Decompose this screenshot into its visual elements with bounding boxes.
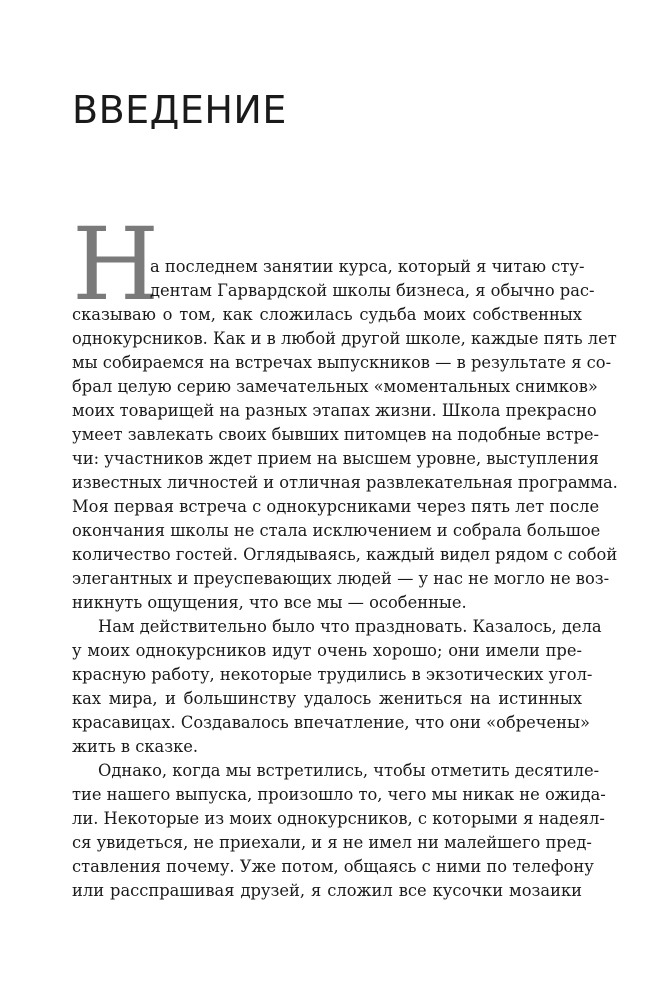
text-line: а последнем занятии курса, который я читаю сту- [150, 257, 585, 276]
text-line: Однако, когда мы встретились, чтобы отметить десятиле- [98, 761, 600, 780]
text-line: у моих однокурсников идут очень хорошо; они имели пре- [72, 641, 582, 660]
text-line: мы собираемся на встречах выпускников — в результате я со- [72, 353, 612, 372]
text-line: красную работу, некоторые трудились в экзотических угол- [72, 665, 593, 684]
text-line: известных личностей и отличная развлекательная программа. [72, 473, 618, 492]
text-line: ся увидеться, не приехали, и я не имел ни малейшего пред- [72, 833, 592, 852]
text-line: количество гостей. Оглядываясь, каждый видел рядом с собой [72, 545, 618, 564]
text-line: никнуть ощущения, что все мы — особенные. [72, 593, 467, 612]
text-line: сказываю о том, как сложилась судьба моих собственных [72, 305, 582, 324]
text-line: брал целую серию замечательных «моментальных снимков» [72, 377, 598, 396]
text-line: умеет завлекать своих бывших питомцев на подобные встре- [72, 425, 600, 444]
text-line: жить в сказке. [72, 737, 199, 756]
text-line: тие нашего выпуска, произошло то, чего мы никак не ожида- [72, 785, 606, 804]
text-line: окончания школы не стала исключением и собрала большое [72, 521, 601, 540]
text-line: чи: участников ждет прием на высшем уровне, выступления [72, 449, 599, 468]
body-text [72, 255, 618, 903]
text-line: ках мира, и большинству удалось жениться на истинных [72, 689, 582, 708]
text-line: ставления почему. Уже потом, общаясь с ними по телефону [72, 857, 594, 876]
text-line: Моя первая встреча с однокурсниками через пять лет после [72, 497, 600, 516]
text-line: или расспрашивая друзей, я сложил все кусочки мозаики [72, 881, 582, 900]
chapter-title: ВВЕДЕНИЕ [72, 88, 287, 132]
drop-cap: Н [72, 206, 160, 323]
text-line: красавицах. Создавалось впечатление, что они «обречены» [72, 713, 590, 732]
text-line: дентам Гарвардской школы бизнеса, я обычно рас- [150, 281, 595, 300]
text-line: моих товарищей на разных этапах жизни. Школа прекрасно [72, 401, 597, 420]
text-line: элегантных и преуспевающих людей — у нас не могло не воз- [72, 569, 610, 588]
text-line: Нам действительно было что праздновать. Казалось, дела [98, 617, 602, 636]
text-line: однокурсников. Как и в любой другой школе, каждые пять лет [72, 329, 617, 348]
text-line: ли. Некоторые из моих однокурсников, с которыми я надеял- [72, 809, 605, 828]
